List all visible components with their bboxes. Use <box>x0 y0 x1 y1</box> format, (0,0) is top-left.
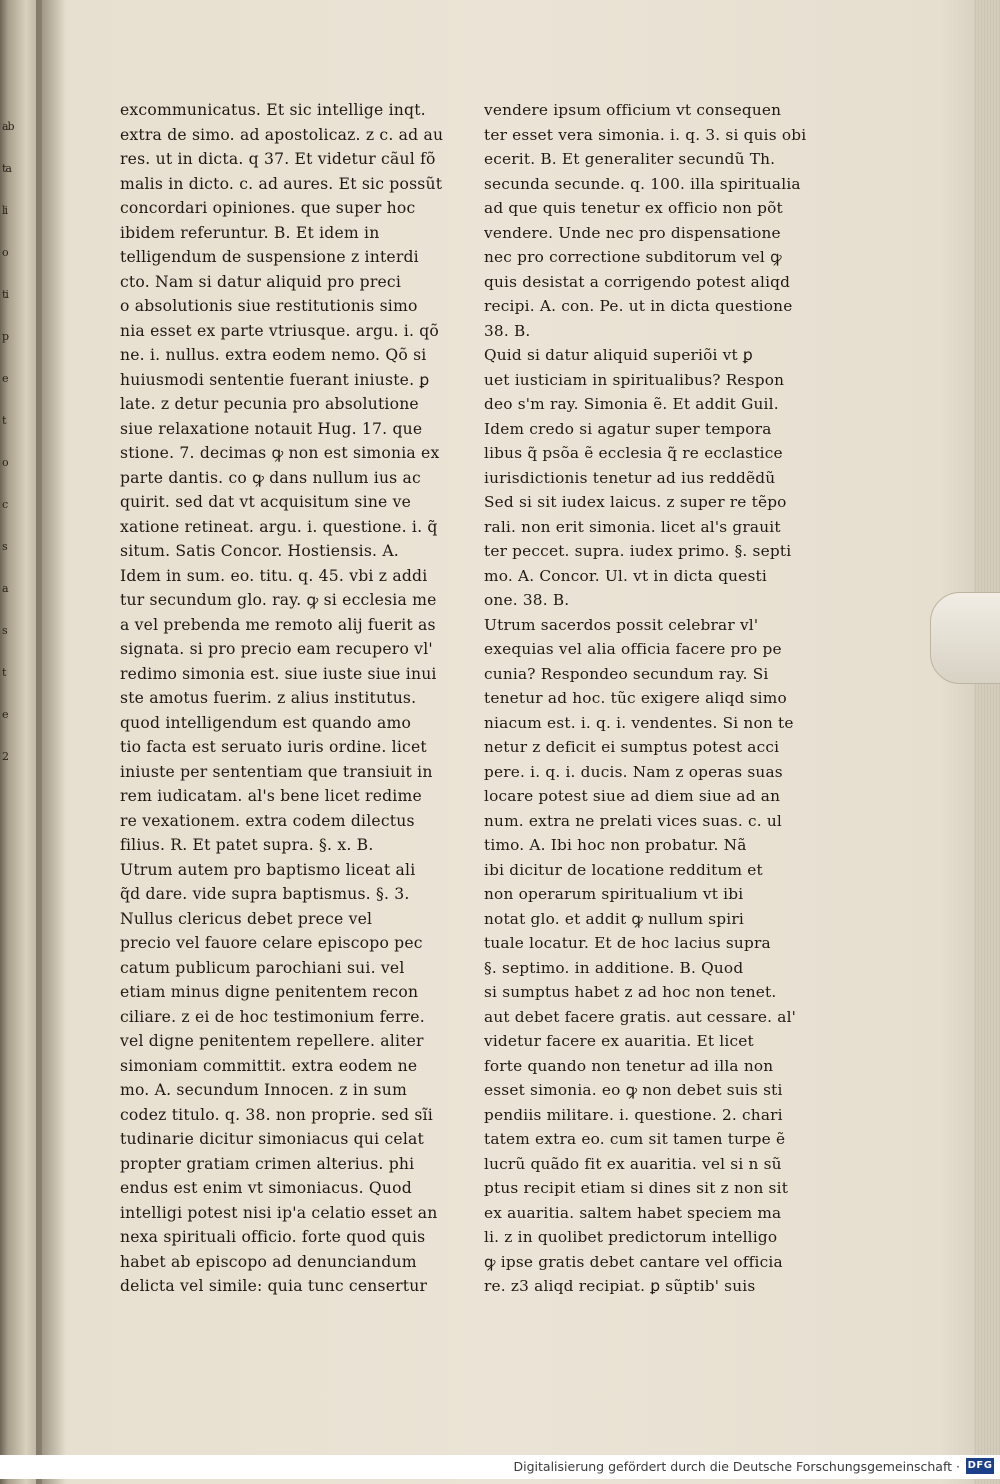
right-column-line: ad que quis tenetur ex officio non põt <box>484 199 783 217</box>
facing-page-fragment: p <box>2 330 9 343</box>
funding-notice: Digitalisierung gefördert durch die Deutsche Forschungsgemeinschaft · <box>513 1459 960 1474</box>
facing-page-fragment: o <box>2 246 8 259</box>
right-column-line: recipi. A. con. Pe. ut in dicta questione <box>484 297 793 315</box>
left-column-line: vel digne penitentem repellere. aliter <box>120 1032 424 1050</box>
left-column-line: precio vel fauore celare episcopo pec <box>120 934 423 952</box>
right-column-line: pere. i. q. i. ducis. Nam z operas suas <box>484 762 783 781</box>
right-column-line: Idem credo si agatur super tempora <box>484 419 772 438</box>
page-clip <box>930 592 1000 684</box>
right-column-line: cunia? Respondeo secundum ray. Si <box>484 664 769 683</box>
right-column-line: Quid si datur aliquid superiõi vt ꝑ <box>484 346 753 364</box>
right-column-line: ecerit. B. Et generaliter secundũ Th. <box>484 150 776 168</box>
right-column-line: pendiis militare. i. questione. 2. chari <box>484 1105 783 1124</box>
facing-page-fragment: e <box>2 372 8 385</box>
facing-page-fragment: s <box>2 540 7 553</box>
left-column-line: Utrum autem pro baptismo liceat ali <box>120 860 416 879</box>
left-column-line: ste amotus fuerim. z alius institutus. <box>120 689 417 707</box>
right-column-line: vendere ipsum officium vt consequen <box>484 101 782 119</box>
right-column-line: rali. non erit simonia. licet al's grauit <box>484 517 781 536</box>
facing-page-fragment: ti <box>2 288 8 301</box>
right-column-line: li. z in quolibet predictorum intelligo <box>484 1228 778 1246</box>
right-column-line: num. extra ne prelati vices suas. c. ul <box>484 811 782 830</box>
left-column-line: parte dantis. co ꝙ dans nullum ius ac <box>120 468 421 487</box>
left-column-line: redimo simonia est. siue iuste siue inui <box>120 664 437 683</box>
left-column-line: tudinarie dicitur simoniacus qui celat <box>120 1130 424 1148</box>
left-column-line: extra de simo. ad apostolicaz. z c. ad au <box>120 125 444 144</box>
right-column-line: niacum est. i. q. i. vendentes. Si non te <box>484 713 794 732</box>
left-column-line: quod intelligendum est quando amo <box>120 713 412 732</box>
right-column-line: esset simonia. eo ꝙ non debet suis sti <box>484 1081 783 1099</box>
right-column-line: libus q̃ psõa ẽ ecclesia q̃ re ecclastice <box>484 444 783 462</box>
left-column-line: simoniam committit. extra eodem ne <box>120 1056 418 1075</box>
right-column-line: locare potest siue ad diem siue ad an <box>484 787 781 805</box>
left-column-line: excommunicatus. Et sic intellige inqt. <box>120 101 426 119</box>
left-column-line: telligendum de suspensione z interdi <box>120 248 419 266</box>
left-column-line: o absolutionis siue restitutionis simo <box>120 297 418 315</box>
left-column-line: re vexationem. extra codem dilectus <box>120 811 415 830</box>
right-column-line: tenetur ad hoc. tũc exigere aliqd simo <box>484 689 787 707</box>
left-column-line: filius. R. Et patet supra. §. x. B. <box>120 836 374 854</box>
right-column-line: re. z3 aliqd recipiat. ꝑ sũptib' suis <box>484 1277 756 1295</box>
right-column-line: exequias vel alia officia facere pro pe <box>484 640 782 658</box>
left-column-line: ciliare. z ei de hoc testimonium ferre. <box>120 1007 425 1026</box>
right-column-line: deo s'm ray. Simonia ẽ. Et addit Guil. <box>484 395 779 413</box>
left-column-line: tur secundum glo. ray. ꝙ si ecclesia me <box>120 591 437 609</box>
left-column-line: huiusmodi sententie fuerant iniuste. ꝑ <box>120 370 430 389</box>
left-column-line: ne. i. nullus. extra eodem nemo. Qõ si <box>120 346 427 364</box>
right-column-line: aut debet facere gratis. aut cessare. al' <box>484 1007 797 1026</box>
right-column-line: uet iusticiam in spiritualibus? Respon <box>484 370 785 389</box>
left-column-line: mo. A. secundum Innocen. z in sum <box>120 1081 407 1099</box>
left-column-line: intelligi potest nisi ip'a celatio esset an <box>120 1203 438 1222</box>
left-column-line: tio facta est seruato iuris ordine. licet <box>120 738 427 756</box>
left-column-line: ibidem referuntur. B. Et idem in <box>120 223 380 242</box>
right-column-line: tatem extra eo. cum sit tamen turpe ẽ <box>484 1130 786 1148</box>
right-column-line: non operarum spiritualium vt ibi <box>484 885 744 903</box>
left-column-line: etiam minus digne penitentem recon <box>120 983 419 1001</box>
left-column-line: iniuste per sententiam que transiuit in <box>120 762 433 781</box>
left-column-line: xatione retineat. argu. i. questione. i. q̃ <box>120 517 438 536</box>
right-column-line: Sed si sit iudex laicus. z super re tẽpo <box>484 493 787 511</box>
right-column-line: ibi dicitur de locatione redditum et <box>484 860 763 879</box>
right-column-line: videtur facere ex auaritia. Et licet <box>484 1032 754 1050</box>
right-column-line: ter peccet. supra. iudex primo. §. septi <box>484 542 792 560</box>
facing-page-fragment: t <box>2 414 6 427</box>
right-column-line: nec pro correctione subditorum vel ꝙ <box>484 248 782 266</box>
right-column-line: si sumptus habet z ad hoc non tenet. <box>484 983 777 1001</box>
right-column-line: iurisdictionis tenetur ad ius reddẽdũ <box>484 468 776 487</box>
left-column-line: nexa spirituali officio. forte quod quis <box>120 1228 426 1246</box>
left-column-line: cto. Nam si datur aliquid pro preci <box>120 272 402 291</box>
left-column-line: res. ut in dicta. q 37. Et videtur cãul fõ <box>120 150 436 168</box>
facing-page-fragment: ab <box>2 120 14 133</box>
gutter-shadow <box>36 0 66 1484</box>
right-column-line: ꝙ ipse gratis debet cantare vel officia <box>484 1252 783 1271</box>
facing-page-fragment: a <box>2 582 8 595</box>
right-column-line: vendere. Unde nec pro dispensatione <box>484 223 781 242</box>
left-column-line: propter gratiam crimen alterius. phi <box>120 1154 415 1173</box>
right-column-line: tuale locatur. Et de hoc lacius supra <box>484 934 771 952</box>
left-column-line: a vel prebenda me remoto alij fuerit as <box>120 615 436 634</box>
left-column-line: stione. 7. decimas ꝙ non est simonia ex <box>120 444 440 462</box>
left-column-line: siue relaxatione notauit Hug. 17. que <box>120 419 423 438</box>
right-column-line: 38. B. <box>484 321 531 340</box>
left-column-line: Nullus clericus debet prece vel <box>120 909 373 928</box>
facing-page-fragment: c <box>2 498 8 511</box>
left-column-line: rem iudicatam. al's bene licet redime <box>120 787 422 805</box>
left-column-line: quirit. sed dat vt acquisitum sine ve <box>120 493 412 511</box>
right-column-line: secunda secunde. q. 100. illa spiritualia <box>484 174 801 193</box>
facing-page-fragment: e <box>2 708 8 721</box>
left-column-line: malis in dicto. c. ad aures. Et sic possũt <box>120 174 443 193</box>
dfg-logo-icon: DFG <box>966 1458 994 1474</box>
left-column-line: late. z detur pecunia pro absolutione <box>120 395 419 413</box>
facing-page-fragment: s <box>2 624 7 637</box>
facing-page-fragment: ta <box>2 162 11 175</box>
left-column-line: nia esset ex parte vtriusque. argu. i. qõ <box>120 321 440 340</box>
facing-page-fragment: o <box>2 456 8 469</box>
left-column-line: codez titulo. q. 38. non proprie. sed sĩi <box>120 1105 433 1124</box>
right-column-line: mo. A. Concor. Ul. vt in dicta questi <box>484 566 767 585</box>
left-column-line: situm. Satis Concor. Hostiensis. A. <box>120 542 399 560</box>
left-column-line: habet ab episcopo ad denunciandum <box>120 1252 417 1271</box>
left-column-line: catum publicum parochiani sui. vel <box>120 958 405 977</box>
right-column-line: lucrũ quãdo fit ex auaritia. vel si n sũ <box>484 1154 782 1173</box>
right-column-line: Utrum sacerdos possit celebrar vl' <box>484 615 759 634</box>
facing-page-fragment: t <box>2 666 6 679</box>
facing-page-fragment: 2 <box>2 750 8 763</box>
right-column-line: §. septimo. in additione. B. Quod <box>484 958 744 977</box>
left-column-line: signata. si pro precio eam recupero vl' <box>120 640 433 658</box>
right-column-line: forte quando non tenetur ad illa non <box>484 1056 774 1075</box>
footer-bar <box>0 1455 1000 1479</box>
right-column-line: netur z deficit ei sumptus potest acci <box>484 738 780 756</box>
page-edges <box>974 0 1000 1484</box>
text-column-left <box>120 98 465 1299</box>
right-column-line: ter esset vera simonia. i. q. 3. si quis obi <box>484 125 807 144</box>
left-column-line: Idem in sum. eo. titu. q. 45. vbi z addi <box>120 566 428 585</box>
right-column-line: quis desistat a corrigendo potest aliqd <box>484 272 791 291</box>
left-column-line: delicta vel simile: quia tunc censertur <box>120 1277 428 1295</box>
left-column-line: concordari opiniones. que super hoc <box>120 199 416 217</box>
right-column-line: ex auaritia. saltem habet speciem ma <box>484 1203 782 1222</box>
right-column-line: timo. A. Ibi hoc non probatur. Nã <box>484 836 747 854</box>
text-column-right <box>484 98 822 1299</box>
left-column-line: endus est enim vt simoniacus. Quod <box>120 1179 412 1197</box>
right-column-line: one. 38. B. <box>484 591 570 609</box>
facing-page-fragment: li <box>2 204 8 217</box>
right-column-line: ptus recipit etiam si dines sit z non sit <box>484 1179 789 1197</box>
right-column-line: notat glo. et addit ꝙ nullum spiri <box>484 909 744 928</box>
left-column-line: q̃d dare. vide supra baptismus. §. 3. <box>120 885 410 903</box>
